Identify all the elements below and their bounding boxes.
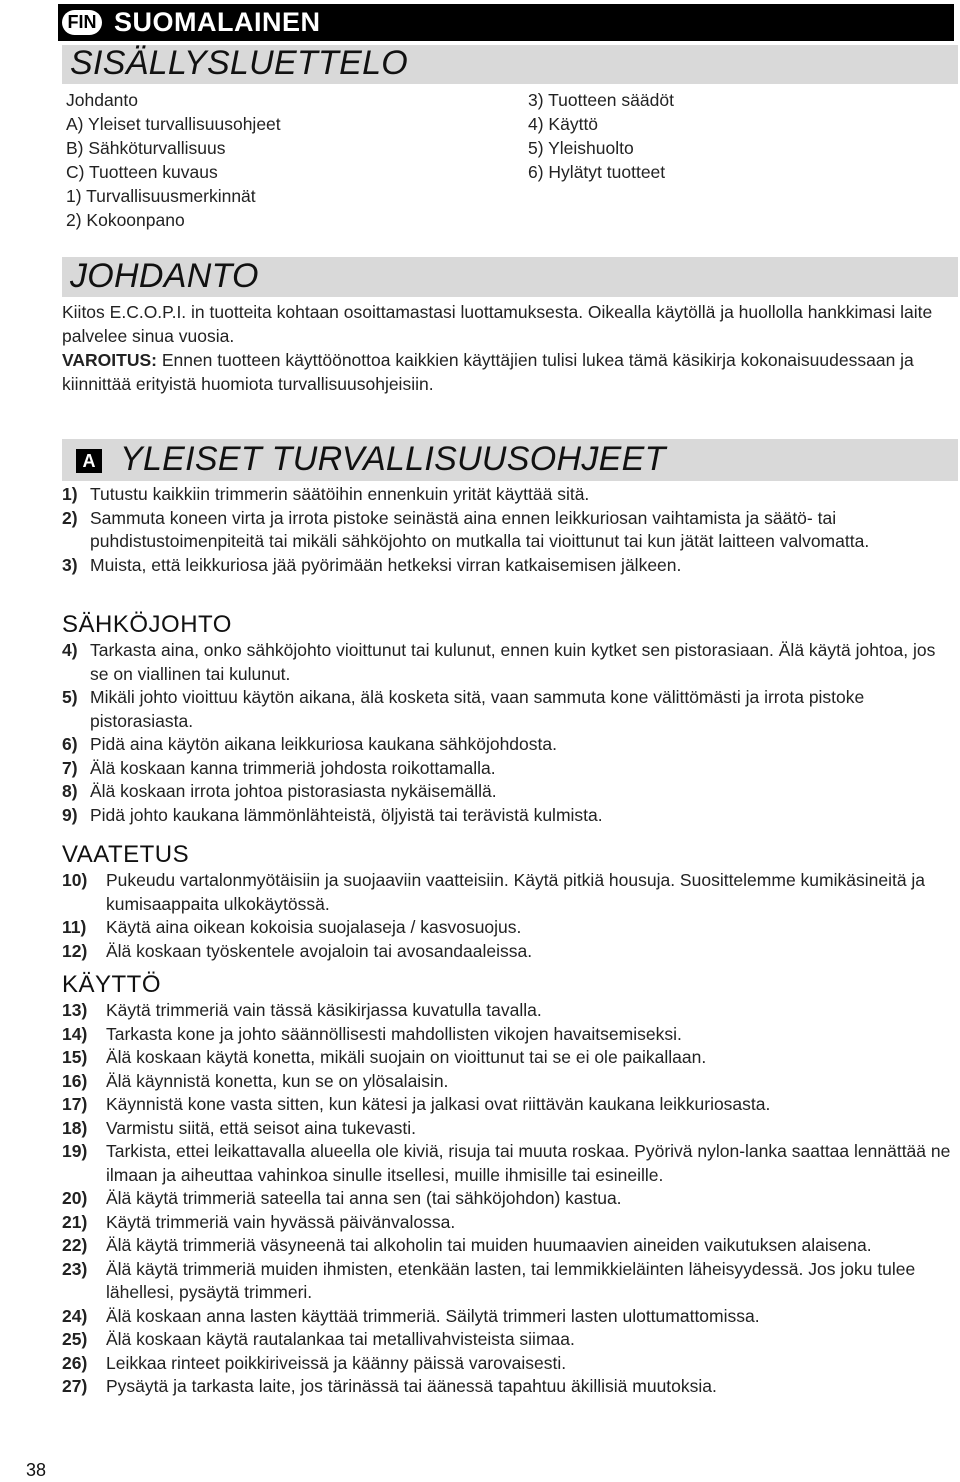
item-number: 10) [62, 870, 88, 890]
item-text: Käytä aina oikean kokoisia suojalaseja / kasvosuojus. [106, 917, 522, 937]
toc-right-column [528, 88, 674, 184]
item-text: Mikäli johto vioittuu käytön aikana, älä kosketa sitä, vaan sammuta kone välittömästi ja irrota pistoke pistorasiasta. [90, 687, 865, 731]
item-number: 23) [62, 1258, 88, 1279]
item-text: Älä käytä trimmeriä muiden ihmisten, etenkään lasten, tai lemmikkieläinten läheisyydessä. Jos joku tulee lähellesi, pysäytä trimmeri. [106, 1258, 916, 1302]
item-text: Älä koskaan irrota johtoa pistorasiasta nykäisemällä. [90, 781, 497, 801]
item-number: 2) [62, 507, 78, 528]
list-item [62, 1211, 952, 1235]
warning-label: VAROITUS: [62, 350, 157, 370]
sahkojohto-list [62, 639, 952, 827]
item-text: Sammuta koneen virta ja irrota pistoke seinästä aina ennen leikkuriosan vaihtamista ja säätö- tai puhdistustoimenpiteitä tai mikäli sähköjohto on mutkalla tai vioittunut tai kun jätät laitteen valvomatta. [90, 507, 870, 551]
list-item [62, 483, 952, 507]
section-a-badge: A [76, 449, 102, 473]
item-number: 15) [62, 1047, 88, 1067]
item-text: Tarkista, ettei leikattavalla alueella ole kiviä, risuja tai muuta roskaa. Pyörivä nylon-lanka saattaa lennättää ne ilmaan ja aiheuttaa vahinkoa sinulle itsellesi, muille ihmisille tai esineille. [106, 1141, 951, 1185]
toc-title: SISÄLLYSLUETTELO [70, 44, 409, 82]
section-a-title: YLEISET TURVALLISUUSOHJEET [120, 440, 666, 478]
item-number: 1) [62, 484, 78, 504]
item-number: 21) [62, 1211, 88, 1232]
list-item [62, 1328, 952, 1352]
item-number: 14) [62, 1023, 88, 1044]
list-item [62, 507, 952, 554]
warning-text: Ennen tuotteen käyttöönottoa kaikkien käyttäjien tulisi lukea tämä käsikirja kokonaisuudessaan ja kiinnittää erityistä huomiota turvallisuusohjeisiin. [62, 350, 914, 394]
item-number: 4) [62, 640, 78, 660]
sahkojohto-heading: SÄHKÖJOHTO [62, 611, 232, 638]
toc-entry: 6) Hylätyt tuotteet [528, 162, 666, 182]
list-item [62, 940, 952, 964]
toc-entry: C) Tuotteen kuvaus [66, 162, 218, 182]
list-item [62, 757, 952, 781]
item-text: Älä koskaan työskentele avojaloin tai avosandaaleissa. [106, 940, 533, 961]
toc-entry: 3) Tuotteen säädöt [528, 90, 674, 110]
vaatetus-heading: VAATETUS [62, 841, 190, 868]
list-item [62, 780, 952, 804]
list-item [62, 1023, 952, 1047]
list-item [62, 1117, 952, 1141]
item-number: 9) [62, 804, 78, 825]
language-header [58, 4, 954, 41]
item-text: Pukeudu vartalonmyötäisiin ja suojaaviin vaatteisiin. Käytä pitkiä housuja. Suosittelemme kumikäsineitä ja kumisaappaita ulkokäytössä. [106, 870, 926, 914]
page-number: 38 [26, 1460, 47, 1480]
item-number: 12) [62, 940, 88, 961]
item-number: 17) [62, 1094, 88, 1114]
intro-text: Kiitos E.C.O.P.I. in tuotteita kohtaan osoittamastasi luottamuksesta. Oikealla käytöllä ja huollolla hankkimasi laite palvelee sinua vuosia. [62, 302, 933, 346]
toc-entry: Johdanto [66, 90, 139, 110]
item-number: 26) [62, 1352, 88, 1373]
item-number: 13) [62, 1000, 88, 1020]
item-number: 18) [62, 1117, 88, 1138]
item-text: Pysäytä ja tarkasta laite, jos tärinässä tai äänessä tapahtuu äkillisiä muutoksia. [106, 1376, 717, 1396]
item-text: Älä koskaan kanna trimmeriä johdosta roikottamalla. [90, 757, 496, 778]
list-item [62, 639, 952, 686]
item-text: Älä koskaan käytä konetta, mikäli suojain on vioittunut tai se ei ole paikallaan. [106, 1047, 707, 1067]
item-text: Käynnistä kone vasta sitten, kun kätesi ja jalkasi ovat riittävän kaukana leikkuriosasta. [106, 1094, 771, 1114]
item-number: 19) [62, 1141, 88, 1161]
item-number: 6) [62, 734, 78, 754]
list-item [62, 733, 952, 757]
item-number: 7) [62, 757, 78, 778]
list-item [62, 1070, 952, 1094]
item-text: Älä käytä trimmeriä sateella tai anna sen (tai sähköjohdon) kastua. [106, 1188, 622, 1208]
list-item [62, 1352, 952, 1376]
list-item [62, 686, 952, 733]
item-number: 25) [62, 1329, 88, 1349]
item-number: 11) [62, 917, 87, 937]
item-text: Pidä johto kaukana lämmönlähteistä, öljyistä tai terävistä kulmista. [90, 804, 603, 825]
item-text: Käytä trimmeriä vain hyvässä päivänvalossa. [106, 1211, 456, 1232]
item-text: Pidä aina käytön aikana leikkuriosa kaukana sähköjohdosta. [90, 734, 557, 754]
toc-entry: 5) Yleishuolto [528, 138, 634, 158]
item-number: 3) [62, 554, 78, 575]
item-number: 5) [62, 687, 78, 707]
intro-title: JOHDANTO [70, 257, 259, 295]
list-item [62, 1093, 952, 1117]
item-text: Varmistu siitä, että seisot aina tukevasti. [106, 1117, 416, 1138]
list-item [62, 999, 952, 1023]
item-text: Muista, että leikkuriosa jää pyörimään hetkeksi virran katkaisemisen jälkeen. [90, 554, 682, 575]
item-text: Älä koskaan käytä rautalankaa tai metallivahvisteista siimaa. [106, 1329, 575, 1349]
item-text: Tarkasta aina, onko sähköjohto vioittunut tai kulunut, ennen kuin kytket sen pistorasiaan. Älä käytä johtoa, jos se on viallinen tai kulunut. [90, 640, 936, 684]
kaytto-list [62, 999, 952, 1399]
item-text: Leikkaa rinteet poikkiriveissä ja käänny päissä varovaisesti. [106, 1352, 567, 1373]
list-item [62, 1234, 952, 1258]
toc-left-column [66, 88, 281, 232]
item-text: Älä käytä trimmeriä väsyneenä tai alkoholin tai muiden huumaavien aineiden vaikutuksen alaisena. [106, 1235, 872, 1255]
list-item [62, 1375, 952, 1399]
list-item [62, 554, 952, 578]
toc-entry: 2) Kokoonpano [66, 210, 185, 230]
list-item [62, 1258, 952, 1305]
list-item [62, 916, 952, 940]
toc-entry: B) Sähköturvallisuus [66, 138, 226, 158]
intro-warning [62, 349, 942, 396]
item-number: 24) [62, 1305, 88, 1326]
language-name: SUOMALAINEN [114, 7, 321, 37]
kaytto-heading: KÄYTTÖ [62, 971, 162, 998]
item-text: Tutustu kaikkiin trimmerin säätöihin ennenkuin yrität käyttää sitä. [90, 484, 590, 504]
item-number: 22) [62, 1235, 88, 1255]
vaatetus-list [62, 869, 952, 963]
item-text: Älä käynnistä konetta, kun se on ylösalaisin. [106, 1070, 449, 1091]
list-item [62, 1187, 952, 1211]
list-item [62, 1140, 952, 1187]
item-number: 8) [62, 781, 78, 801]
item-number: 16) [62, 1070, 88, 1091]
toc-entry: 4) Käyttö [528, 114, 599, 134]
toc-entry: 1) Turvallisuusmerkinnät [66, 186, 256, 206]
item-number: 27) [62, 1376, 88, 1396]
list-item [62, 1046, 952, 1070]
language-code-badge: FIN [62, 10, 102, 35]
list-item [62, 1305, 952, 1329]
item-text: Älä koskaan anna lasten käyttää trimmeriä. Säilytä trimmeri lasten ulottumattomissa. [106, 1305, 760, 1326]
item-text: Tarkasta kone ja johto säännöllisesti mahdollisten vikojen havaitsemiseksi. [106, 1023, 682, 1044]
list-item [62, 804, 952, 828]
section-a-list [62, 483, 952, 577]
item-number: 20) [62, 1188, 88, 1208]
toc-entry: A) Yleiset turvallisuusohjeet [66, 114, 281, 134]
item-text: Käytä trimmeriä vain tässä käsikirjassa kuvatulla tavalla. [106, 1000, 542, 1020]
list-item [62, 869, 952, 916]
